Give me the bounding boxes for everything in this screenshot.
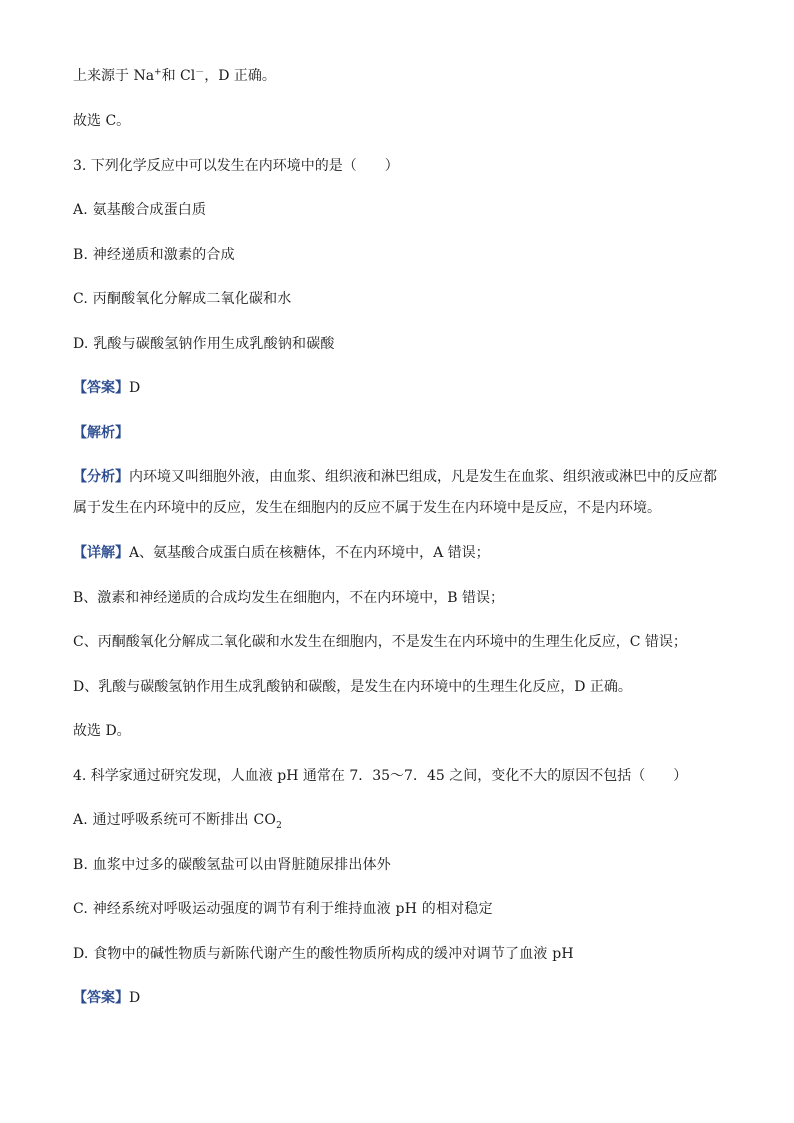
question-4-option-b: B. 血浆中过多的碳酸氢盐可以由肾脏随尿排出体外 [73, 857, 391, 873]
text-segment: A、氨基酸合成蛋白质在核糖体，不在内环境中，A 错误； [129, 545, 490, 561]
analysis-tag: 【解析】 [73, 425, 129, 441]
text-segment: 和 Cl [161, 68, 196, 84]
question-4-option-a [73, 810, 282, 830]
question-3-option-c: C. 丙酮酸氧化分解成二氧化碳和水 [73, 291, 292, 307]
question-3-answer [73, 378, 140, 398]
question-4-option-c: C. 神经系统对呼吸运动强度的调节有利于维持血液 pH 的相对稳定 [73, 901, 493, 917]
question-3-option-d: D. 乳酸与碳酸氢钠作用生成乳酸钠和碳酸 [73, 336, 335, 352]
question-4-stem: 4. 科学家通过研究发现，人血液 pH 通常在 7．35～7．45 之间，变化不大的原因不包括（ ） [73, 768, 688, 784]
detail-line: B、激素和神经递质的合成均发生在细胞内，不在内环境中，B 错误； [73, 590, 505, 606]
analysis-paragraph-line: 属于发生在内环境中的反应，发生在细胞内的反应不属于发生在内环境中是反应，不是内环境。 [73, 500, 661, 516]
answer-tag: 【答案】 [73, 380, 129, 396]
detail-line: D、乳酸与碳酸氢钠作用生成乳酸钠和碳酸，是发生在内环境中的生理生化反应，D 正确。 [73, 679, 632, 695]
text-line [73, 66, 276, 86]
text-line: 故选 C。 [73, 113, 131, 129]
text-segment: A. 通过呼吸系统可不断排出 CO [73, 812, 277, 828]
question-4-option-d: D. 食物中的碱性物质与新陈代谢产生的酸性物质所构成的缓冲对调节了血液 pH [73, 946, 574, 962]
question-3-stem: 3. 下列化学反应中可以发生在内环境中的是（ ） [73, 158, 399, 174]
detail-line: C、丙酮酸氧化分解成二氧化碳和水发生在细胞内，不是发生在内环境中的生理生化反应，C 错误； [73, 634, 687, 650]
text-segment: ，D 正确。 [204, 68, 276, 84]
answer-value: D [129, 990, 141, 1006]
superscript: － [195, 67, 205, 78]
question-4-answer [73, 988, 140, 1008]
detail-line [73, 543, 490, 563]
question-3-option-b: B. 神经递质和激素的合成 [73, 247, 235, 263]
question-3-option-a: A. 氨基酸合成蛋白质 [73, 202, 207, 218]
text-segment: 上来源于 Na [73, 68, 155, 84]
analysis-paragraph-line [73, 467, 717, 487]
answer-tag: 【答案】 [73, 990, 129, 1006]
answer-value: D [129, 380, 141, 396]
text-segment: 内环境又叫细胞外液，由血浆、组织液和淋巴组成，凡是发生在血浆、组织液或淋巴中的反应都 [129, 469, 717, 485]
text-line: 故选 D。 [73, 723, 131, 739]
fenxi-tag: 【分析】 [73, 469, 129, 485]
superscript: + [154, 67, 162, 78]
subscript: 2 [276, 820, 282, 831]
xiangjie-tag: 【详解】 [73, 545, 129, 561]
